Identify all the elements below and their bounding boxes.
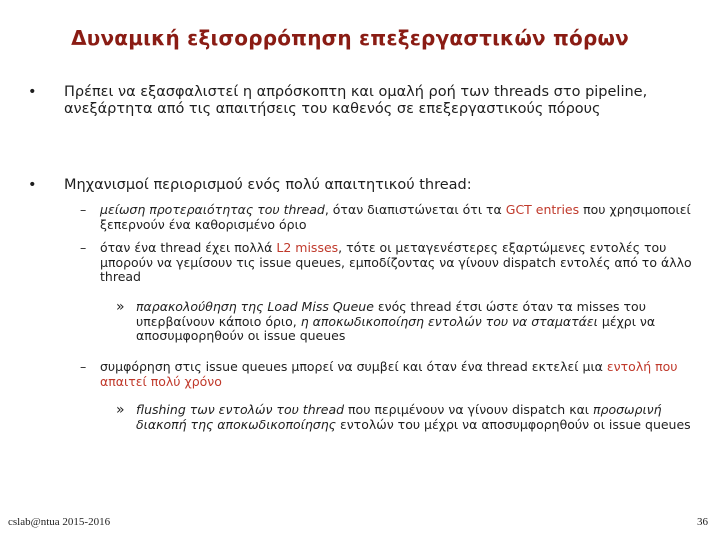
sub-bullet-1 xyxy=(80,203,692,232)
page-number: 36 xyxy=(697,516,708,528)
highlight-term: GCT entries xyxy=(505,202,580,217)
bullet-marker: • xyxy=(28,177,37,193)
chevron-marker: » xyxy=(116,299,125,315)
emphasis: προσωρινή διακοπή της αποκωδικοποίησης xyxy=(136,402,662,432)
emphasis: παρακολούθηση της Load Miss Queue xyxy=(136,299,374,314)
dash-marker: – xyxy=(80,359,87,374)
text-run: , όταν διαπιστώνεται ότι τα xyxy=(324,202,506,217)
text-run: που χρησιμοποιεί ξεπερνούν ένα καθορισμένο όριο xyxy=(100,202,691,232)
sub-bullet-2-text xyxy=(100,241,692,285)
bullet-marker: • xyxy=(28,84,37,100)
bullet-1-text: Πρέπει να εξασφαλιστεί η απρόσκοπτη και ομαλή ροή των threads στο pipeline, ανεξάρτητα από τις απαιτήσεις του καθενός σε επεξεργαστικούς πόρους xyxy=(64,84,648,117)
text-run: εντολών του μέχρι να αποσυμφορηθούν οι issue queues xyxy=(335,416,691,432)
sub-sub-bullet-2 xyxy=(116,403,696,432)
bullet-1 xyxy=(28,84,688,117)
text-run: ενός thread έτσι ώστε όταν τα misses του υπερβαίνουν κάποιο όριο, xyxy=(136,299,646,329)
text-run: που περιμένουν να γίνουν dispatch και xyxy=(344,402,594,417)
dash-marker: – xyxy=(80,202,87,217)
sub-bullet-3-text xyxy=(100,360,692,389)
text-run: , τότε οι μεταγενέστερες εξαρτώμενες εντολές του μπορούν να γεμίσουν τις issue queues, εμποδίζοντας να γίνουν dispatch εντολές από το άλλο thread xyxy=(100,240,692,285)
emphasis: η αποκωδικοποίηση εντολών του να σταματάει xyxy=(300,313,598,329)
bullet-2 xyxy=(28,177,688,194)
dash-marker: – xyxy=(80,240,87,255)
text-run: μέχρι να αποσυμφορηθούν οι issue queues xyxy=(136,313,656,344)
sub-bullet-2 xyxy=(80,241,692,285)
footer-source: cslab@ntua 2015-2016 xyxy=(8,516,111,528)
sub-bullet-1-text xyxy=(100,203,692,232)
highlight-term: εντολή που απαιτεί πολύ χρόνο xyxy=(100,359,678,389)
emphasis: μείωση προτεραιότητας του thread xyxy=(100,202,325,217)
sub-bullet-3 xyxy=(80,360,692,389)
highlight-term: L2 misses xyxy=(276,240,339,255)
emphasis: flushing των εντολών του thread xyxy=(136,402,345,417)
sub-sub-bullet-2-text xyxy=(136,403,696,432)
chevron-marker: » xyxy=(116,402,125,418)
text-run: όταν ένα thread έχει πολλά xyxy=(100,240,277,255)
bullet-2-text: Μηχανισμοί περιορισμού ενός πολύ απαιτητικού thread: xyxy=(64,177,472,193)
sub-sub-bullet-1-text xyxy=(136,300,696,344)
sub-sub-bullet-1 xyxy=(116,300,696,344)
text-run: συμφόρηση στις issue queues μπορεί να συμβεί και όταν ένα thread εκτελεί μια xyxy=(100,359,607,374)
slide-title: Δυναμική εξισορρόπηση επεξεργαστικών πόρων xyxy=(71,26,629,50)
